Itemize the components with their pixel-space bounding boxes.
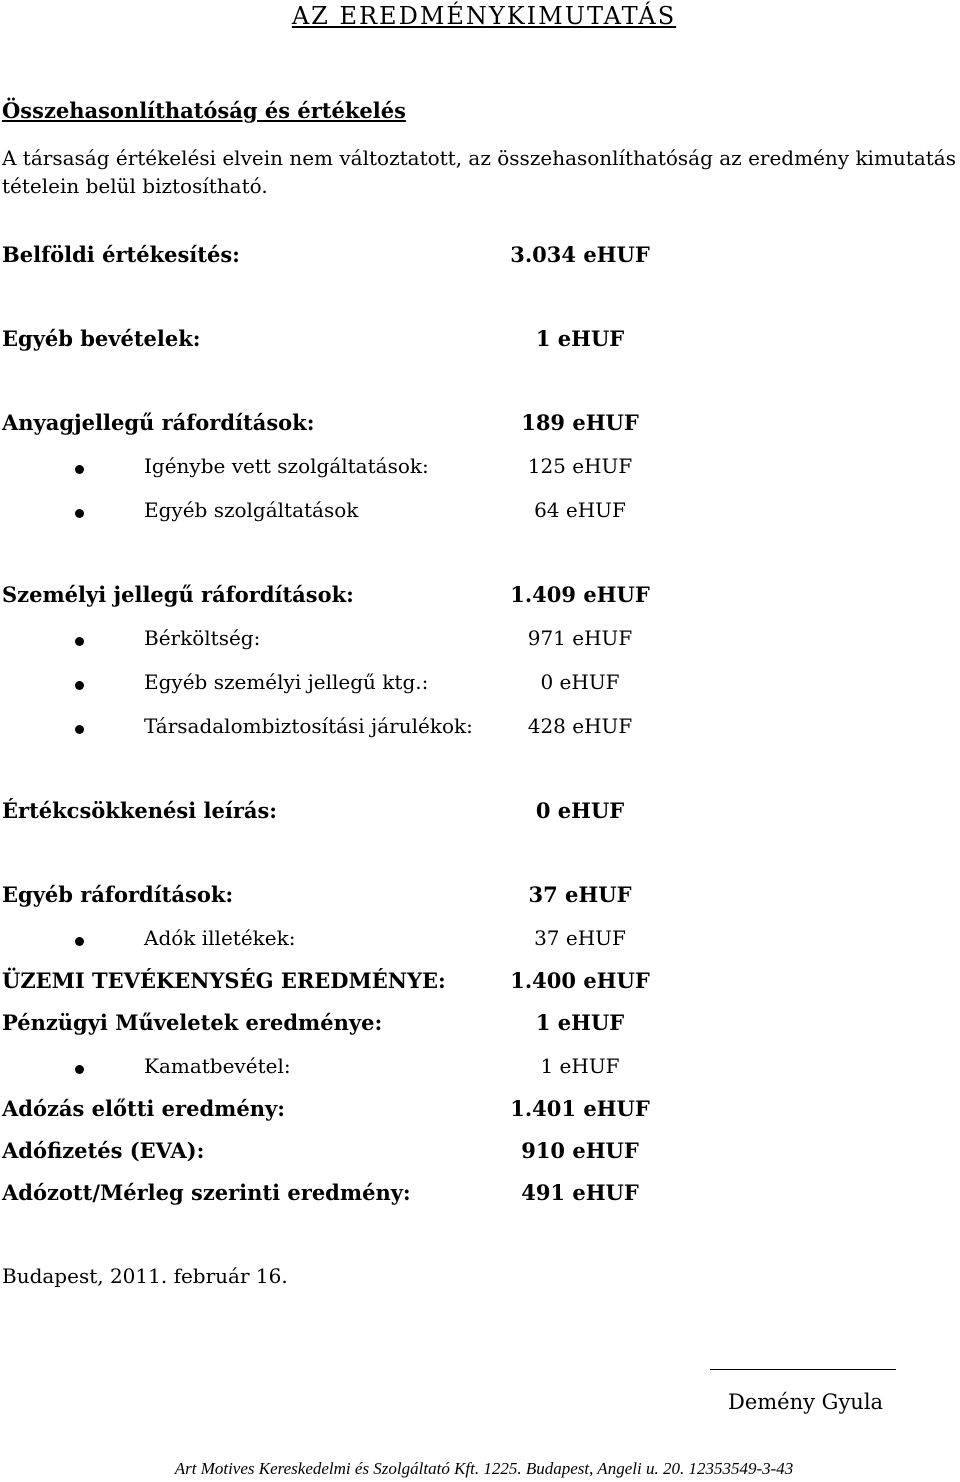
document-title: AZ EREDMÉNYKIMUTATÁS <box>291 2 677 30</box>
row-adozott-merleg-szerinti-eredmeny <box>0 1176 960 1210</box>
row-label: Anyagjellegű ráfordítások: <box>2 410 315 435</box>
signature-line <box>710 1369 896 1370</box>
row-adok-illetekek <box>0 922 960 956</box>
row-value: 1 eHUF <box>535 326 625 351</box>
row-adofizetes-eva <box>0 1134 960 1168</box>
bullet-icon <box>75 509 84 518</box>
row-value: 1 eHUF <box>540 1054 620 1078</box>
row-label: Bérköltség: <box>144 626 261 650</box>
row-tarsadalombiztositasi-jarulekok <box>0 710 960 744</box>
row-igenybe-vett-szolgaltatasok <box>0 450 960 484</box>
row-label: Társadalombiztosítási járulékok: <box>144 714 473 738</box>
bullet-icon <box>75 637 84 646</box>
row-value: 0 eHUF <box>540 670 620 694</box>
row-label: Személyi jellegű ráfordítások: <box>2 582 354 607</box>
row-kamatbevetel <box>0 1050 960 1084</box>
row-label: Igénybe vett szolgáltatások: <box>144 454 429 478</box>
bullet-icon <box>75 681 84 690</box>
row-label: ÜZEMI TEVÉKENYSÉG EREDMÉNYE: <box>2 968 446 993</box>
row-penzugyi-muveletek-eredmenye <box>0 1006 960 1040</box>
row-label: Egyéb személyi jellegű ktg.: <box>144 670 429 694</box>
place-date: Budapest, 2011. február 16. <box>2 1264 288 1288</box>
bullet-icon <box>75 937 84 946</box>
row-value: 428 eHUF <box>527 714 633 738</box>
row-egyeb-szemelyi-jellegu-ktg <box>0 666 960 700</box>
row-berkoltseg <box>0 622 960 656</box>
row-szemelyi-jellegu-raforditasok <box>0 578 960 612</box>
row-label: Adózott/Mérleg szerinti eredmény: <box>2 1180 411 1205</box>
row-value: 64 eHUF <box>534 498 626 522</box>
row-value: 491 eHUF <box>521 1180 639 1205</box>
row-label: Értékcsökkenési leírás: <box>2 798 278 823</box>
row-adozas-elotti-eredmeny <box>0 1092 960 1126</box>
row-uzemi-tevekenyseg-eredmenye <box>0 964 960 998</box>
row-belfoldi-ertekesites <box>0 238 960 272</box>
row-label: Pénzügyi Műveletek eredménye: <box>2 1010 383 1035</box>
row-value: 1.400 eHUF <box>510 968 650 993</box>
row-egyeb-raforditasok <box>0 878 960 912</box>
row-label: Egyéb szolgáltatások <box>144 498 359 522</box>
row-label: Adók illetékek: <box>144 926 296 950</box>
row-label: Egyéb bevételek: <box>2 326 201 351</box>
row-value: 1.401 eHUF <box>510 1096 650 1121</box>
row-value: 0 eHUF <box>535 798 625 823</box>
row-egyeb-szolgaltatasok <box>0 494 960 528</box>
row-label: Belföldi értékesítés: <box>2 242 240 267</box>
row-value: 910 eHUF <box>521 1138 639 1163</box>
row-value: 3.034 eHUF <box>510 242 650 267</box>
row-value: 37 eHUF <box>528 882 632 907</box>
row-label: Egyéb ráfordítások: <box>2 882 234 907</box>
row-value: 125 eHUF <box>527 454 633 478</box>
bullet-icon <box>75 1065 84 1074</box>
row-value: 1.409 eHUF <box>510 582 650 607</box>
bullet-icon <box>75 725 84 734</box>
footer-company-info: Art Motives Kereskedelmi és Szolgáltató Kft. 1225. Budapest, Angeli u. 20. 12353549-3-43 <box>174 1459 794 1478</box>
row-value: 971 eHUF <box>527 626 633 650</box>
row-anyagjellegu-raforditasok <box>0 406 960 440</box>
row-label: Adózás előtti eredmény: <box>2 1096 285 1121</box>
row-label: Kamatbevétel: <box>144 1054 291 1078</box>
row-value: 189 eHUF <box>521 410 639 435</box>
signatory-name: Demény Gyula <box>728 1390 884 1414</box>
row-ertekcsokkenesi-leiras <box>0 794 960 828</box>
bullet-icon <box>75 465 84 474</box>
row-egyeb-bevetelek <box>0 322 960 356</box>
intro-paragraph: A társaság értékelési elvein nem változtatott, az összehasonlíthatóság az eredmény kimutatás tételein belül biztosítható. <box>2 146 956 198</box>
row-value: 1 eHUF <box>535 1010 625 1035</box>
row-value: 37 eHUF <box>534 926 626 950</box>
row-label: Adófizetés (EVA): <box>2 1138 205 1163</box>
section-heading: Összehasonlíthatóság és értékelés <box>2 98 406 123</box>
